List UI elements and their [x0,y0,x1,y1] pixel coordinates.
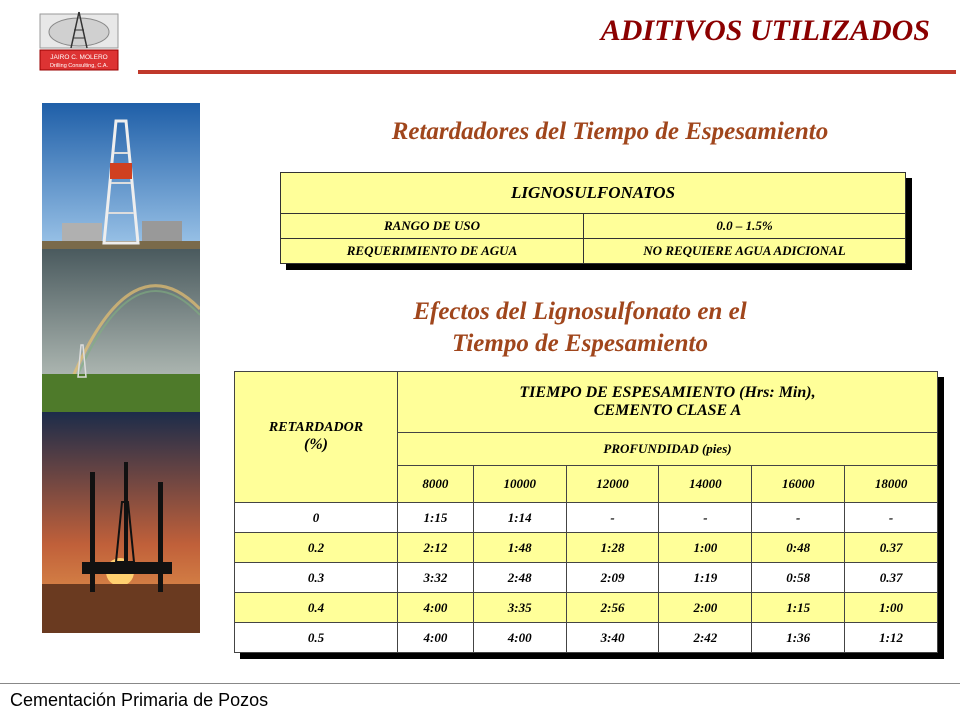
time-cell: 0:48 [752,533,845,563]
retardador-header [235,372,398,503]
time-cell: 0:58 [752,563,845,593]
retardador-cell: 0.4 [235,593,398,623]
thickening-time-table [234,371,938,653]
time-cell: 1:00 [845,593,938,623]
lignosulfonatos-table [280,172,906,264]
retardadores-subtitle: Retardadores del Tiempo de Espesamiento [391,118,829,145]
depth-cell: 12000 [566,466,659,503]
depth-cell: 10000 [473,466,566,503]
profundidad-header: PROFUNDIDAD (pies) [398,433,938,466]
retardador-cell: 0.3 [235,563,398,593]
time-cell: 3:40 [566,623,659,653]
time-cell: 3:32 [398,563,474,593]
depth-cell: 16000 [752,466,845,503]
offshore-platform-photo [42,412,200,633]
retardador-cell: 0 [235,503,398,533]
time-cell: 1:19 [659,563,752,593]
time-cell: 1:15 [398,503,474,533]
time-cell: 1:36 [752,623,845,653]
time-cell: 2:48 [473,563,566,593]
footer-divider [0,683,960,684]
time-cell: 1:48 [473,533,566,563]
tiempo-header-line2: CEMENTO CLASE A [593,402,742,419]
table-row [281,214,906,239]
time-cell: 1:15 [752,593,845,623]
rig-rainbow-photo [42,249,200,412]
time-cell: 2:56 [566,593,659,623]
logo-line1: JAIRO C. MOLERO [50,54,108,61]
table-row [235,593,938,623]
time-cell: 1:14 [473,503,566,533]
time-cell: 2:09 [566,563,659,593]
efectos-subtitle-line2: Tiempo de Espesamiento [452,330,708,357]
page-title: ADITIVOS UTILIZADOS [600,14,930,47]
lignosulfonatos-header: LIGNOSULFONATOS [281,173,906,214]
rango-de-uso-label: RANGO DE USO [281,214,584,239]
requerimiento-agua-label: REQUERIMIENTO DE AGUA [281,239,584,264]
time-cell: 0.37 [845,533,938,563]
logo-line2: Drilling Consulting, C.A. [49,63,109,69]
depth-cell: 18000 [845,466,938,503]
table-row [281,239,906,264]
retardador-cell: 0.5 [235,623,398,653]
time-cell: 3:35 [473,593,566,623]
time-cell: - [845,503,938,533]
drilling-rig-photo [42,103,200,249]
time-cell: 4:00 [398,623,474,653]
depth-cell: 8000 [398,466,474,503]
time-cell: - [752,503,845,533]
table-row [235,563,938,593]
title-divider [138,70,956,74]
company-logo [38,10,120,72]
time-cell: 0.37 [845,563,938,593]
tiempo-header [398,372,938,433]
depth-cell: 14000 [659,466,752,503]
footer-text: Cementación Primaria de Pozos [10,690,269,710]
tiempo-header-line1: TIEMPO DE ESPESAMIENTO (Hrs: Min), [519,384,816,401]
retardador-label: RETARDADOR [268,420,364,435]
time-cell: 2:00 [659,593,752,623]
table-row [235,503,938,533]
time-cell: - [659,503,752,533]
requerimiento-agua-value: NO REQUIERE AGUA ADICIONAL [584,239,906,264]
time-cell: 2:42 [659,623,752,653]
efectos-subtitle-line1: Efectos del Lignosulfonato en el [413,298,747,325]
rango-de-uso-value: 0.0 – 1.5% [584,214,906,239]
time-cell: 1:12 [845,623,938,653]
retardador-cell: 0.2 [235,533,398,563]
table-row [235,533,938,563]
time-cell: 1:00 [659,533,752,563]
table-row [235,623,938,653]
retardador-unit: (%) [304,436,328,453]
efectos-subtitle [330,296,830,360]
time-cell: 4:00 [473,623,566,653]
time-cell: 1:28 [566,533,659,563]
time-cell: 2:12 [398,533,474,563]
time-cell: 4:00 [398,593,474,623]
time-cell: - [566,503,659,533]
